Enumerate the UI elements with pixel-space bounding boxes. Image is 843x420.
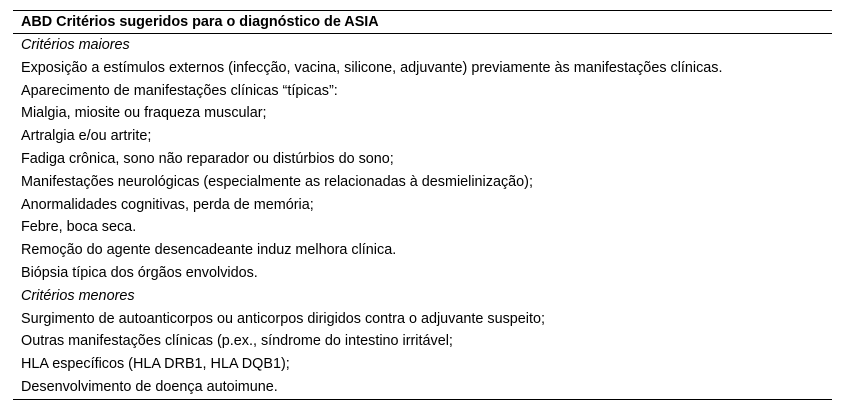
criteria-item: Fadiga crônica, sono não reparador ou distúrbios do sono; <box>21 150 394 167</box>
criteria-item: Surgimento de autoanticorpos ou anticorpos dirigidos contra o adjuvante suspeito; <box>21 310 545 327</box>
table-header: ABD Critérios sugeridos para o diagnóstico de ASIA <box>13 11 832 34</box>
criteria-item: Remoção do agente desencadeante induz melhora clínica. <box>21 242 397 259</box>
criteria-table <box>13 10 832 400</box>
section-heading: Critérios maiores <box>21 37 130 53</box>
criteria-item: Artralgia e/ou artrite; <box>21 128 152 145</box>
criteria-item: HLA específicos (HLA DRB1, HLA DQB1); <box>21 356 290 373</box>
criteria-item: Mialgia, miosite ou fraqueza muscular; <box>21 105 267 122</box>
criteria-item: Febre, boca seca. <box>21 219 137 236</box>
criteria-item: Exposição a estímulos externos (infecção, vacina, silicone, adjuvante) previamente às manifestações clínicas. <box>21 59 723 76</box>
criteria-item: Manifestações neurológicas (especialmente as relacionadas à desmielinização); <box>21 173 533 190</box>
criteria-item: Aparecimento de manifestações clínicas “típicas”: <box>21 82 338 99</box>
criteria-item: Anormalidades cognitivas, perda de memória; <box>21 196 314 213</box>
table-body <box>13 34 832 399</box>
criteria-item: Desenvolvimento de doença autoimune. <box>21 378 278 395</box>
criteria-item: Outras manifestações clínicas (p.ex., síndrome do intestino irritável; <box>21 333 453 350</box>
section-heading: Critérios menores <box>21 287 135 304</box>
criteria-item: Biópsia típica dos órgãos envolvidos. <box>21 264 258 281</box>
